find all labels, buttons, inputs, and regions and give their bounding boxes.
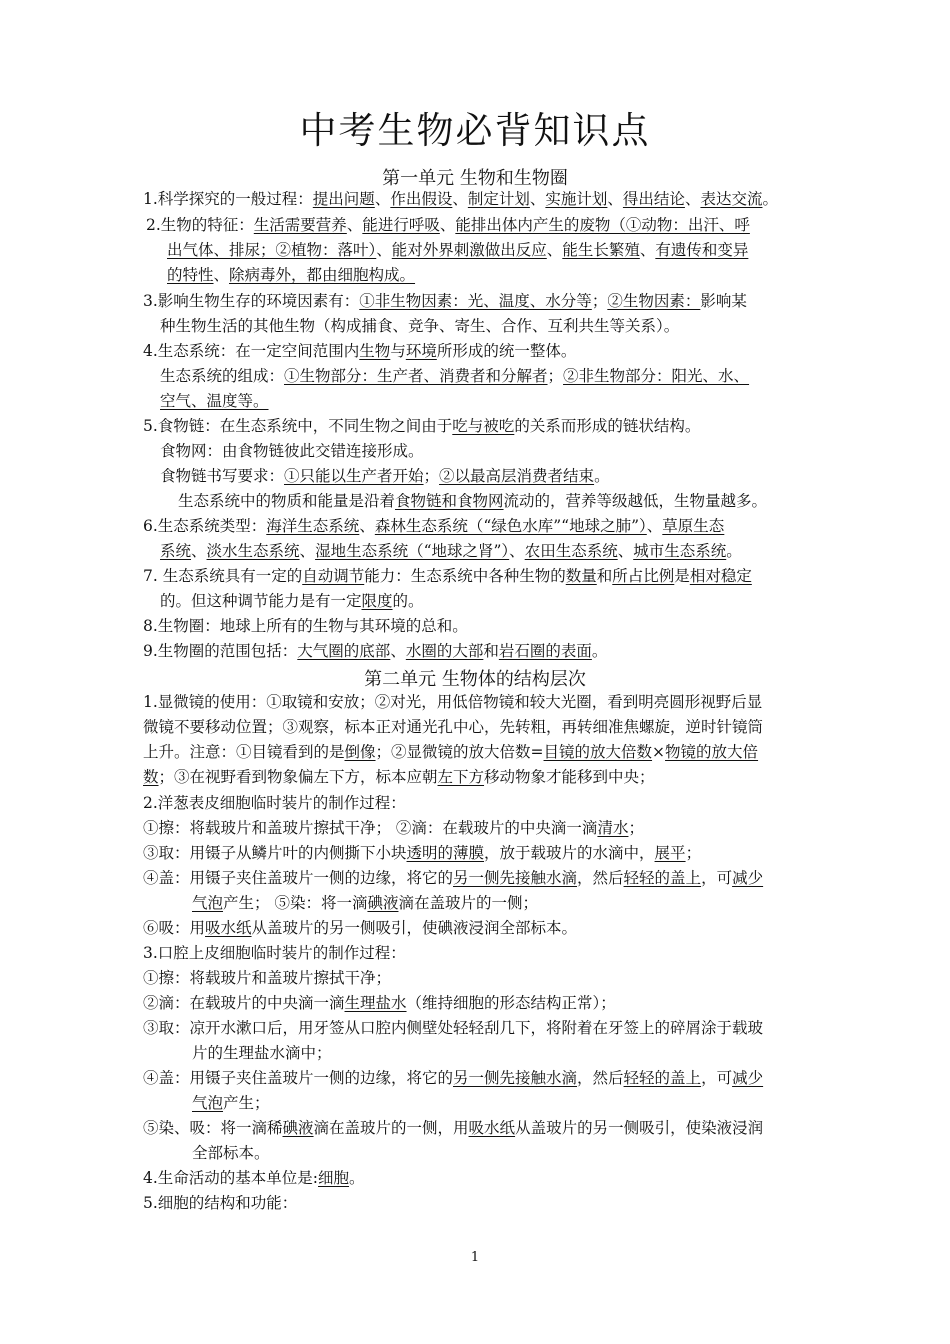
text-line <box>143 291 747 311</box>
text-segment: 、 <box>509 542 525 560</box>
text-line <box>160 316 679 336</box>
text-segment: 。 <box>726 542 742 560</box>
underlined-term: 出气体、排尿；②植物：落叶） <box>167 241 377 259</box>
text-segment: 3.口腔上皮细胞临时装片的制作过程： <box>143 944 406 962</box>
underlined-term: 水圈的大部 <box>405 642 484 660</box>
text-line <box>143 767 655 787</box>
page-title: 中考生物必背知识点 <box>299 109 651 152</box>
text-segment: 。 <box>591 642 608 660</box>
underlined-term: 能进行呼吸 <box>362 216 440 234</box>
underlined-term: 提出问题 <box>312 190 375 208</box>
text-segment: 8.生物圈：地球上所有的生物与其环境的总和。 <box>143 617 468 635</box>
underlined-term: 除病毒外，都由细胞构成。 <box>229 266 416 284</box>
text-line <box>143 943 406 963</box>
text-segment: ，然后 <box>577 869 624 887</box>
text-segment: 、 <box>376 241 392 259</box>
text-segment: 、 <box>374 190 391 208</box>
text-line <box>160 366 749 386</box>
text-segment: 、 <box>639 241 656 259</box>
text-line <box>160 541 742 561</box>
text-line <box>146 215 750 235</box>
unit-2-heading: 第二单元 生物体的结构层次 <box>364 669 586 690</box>
underlined-term: 物镜的放大倍 <box>665 743 759 761</box>
text-segment: 的。 <box>392 592 424 610</box>
text-segment: 、 <box>346 216 363 234</box>
underlined-term: 的特性 <box>167 266 214 284</box>
text-line <box>192 893 538 913</box>
underlined-term: 数 <box>143 768 159 786</box>
text-segment: 食物网：由食物链彼此交错连接形成。 <box>160 442 424 460</box>
text-line <box>143 1018 763 1038</box>
text-segment: ②滴：在载玻片的中央滴一滴 <box>143 994 345 1012</box>
underlined-term: 生物 <box>359 342 391 360</box>
text-line <box>192 1043 332 1063</box>
text-segment: 、 <box>617 542 634 560</box>
text-segment: 的关系而形成的链状结构。 <box>514 417 701 435</box>
text-segment: 、 <box>452 190 468 208</box>
underlined-term: 减少 <box>732 869 764 887</box>
text-segment: 全部标本。 <box>192 1144 270 1162</box>
text-line <box>143 918 577 938</box>
text-segment: 所形成的统一整体。 <box>436 342 577 360</box>
text-segment: 、 <box>607 190 623 208</box>
underlined-term: ①非生物因素：光、温度、水分等 <box>359 292 592 310</box>
text-segment: ；③在视野看到物象偏左下方，标本应朝 <box>158 768 438 786</box>
underlined-term: 森林生态系统（“绿色水库”“地球之肺”） <box>374 517 647 535</box>
text-segment: 4.生态系统：在一定空间范围内 <box>143 342 360 360</box>
text-line <box>160 591 424 611</box>
underlined-term: 得出结论 <box>622 190 685 208</box>
text-segment: ； <box>547 367 564 385</box>
underlined-term: 另一侧先接触水滴 <box>453 869 578 887</box>
text-line <box>160 391 269 411</box>
text-segment: ⑤染、吸：将一滴稀 <box>143 1119 283 1137</box>
text-line <box>192 1143 270 1163</box>
underlined-term: 气泡 <box>192 894 224 912</box>
text-segment: 生态系统的组成： <box>160 367 285 385</box>
text-segment: 6.生态系统类型： <box>143 517 267 535</box>
text-segment: 生态系统中的物质和能量是沿着 <box>178 492 396 510</box>
underlined-term: 展平 <box>654 844 686 862</box>
text-segment: 、 <box>299 542 316 560</box>
text-segment: 、 <box>191 542 207 560</box>
text-line <box>143 1118 763 1138</box>
underlined-term: 左下方 <box>437 768 485 786</box>
underlined-term: 制定计划 <box>467 190 530 208</box>
text-line <box>167 240 748 260</box>
underlined-term: 生活需要营养 <box>253 216 347 234</box>
text-segment: 1.显微镜的使用：①取镜和安放；②对光，用低倍物镜和较大光圈，看到明亮圆形视野后显 <box>143 693 763 711</box>
text-segment: 、 <box>439 216 456 234</box>
underlined-term: 作出假设 <box>390 190 453 208</box>
underlined-term: ②非生物部分：阳光、水、 <box>563 367 750 385</box>
text-line <box>143 416 700 436</box>
text-segment: 9.生物圈的范围包括： <box>143 642 298 660</box>
text-segment: 。 <box>349 1169 365 1187</box>
underlined-term: 岩石圈的表面 <box>498 642 592 660</box>
underlined-term: 另一侧先接触水滴 <box>453 1069 578 1087</box>
text-line <box>178 491 767 511</box>
underlined-term: 透明的薄膜 <box>406 844 485 862</box>
underlined-term: 数量 <box>565 567 597 585</box>
text-line <box>160 441 424 461</box>
underlined-term: 城市生态系统 <box>633 542 727 560</box>
text-line <box>143 843 701 863</box>
text-segment: 从盖玻片的另一侧吸引，使染液浸润 <box>515 1119 764 1137</box>
text-segment: 滴在盖玻片的一侧，用 <box>313 1119 469 1137</box>
text-segment: 1.科学探究的一般过程： <box>143 190 313 208</box>
text-segment: ； <box>591 292 608 310</box>
underlined-term: 碘液 <box>367 894 399 912</box>
text-line <box>143 793 406 813</box>
text-segment: 、 <box>646 517 663 535</box>
underlined-term: 目镜的放大倍数 <box>543 743 653 761</box>
text-line <box>143 968 391 988</box>
text-segment: 。 <box>762 190 778 208</box>
text-line <box>143 616 468 636</box>
text-segment: 、 <box>359 517 375 535</box>
underlined-term: 食物链和食物网 <box>395 492 504 510</box>
underlined-term: 吸水纸 <box>205 919 252 937</box>
text-segment: 是 <box>674 567 690 585</box>
text-line <box>143 868 763 888</box>
text-segment: 。 <box>594 467 610 485</box>
text-line <box>143 641 607 661</box>
text-segment: 3.影响生物生存的环境因素有： <box>143 292 360 310</box>
text-segment: （维持细胞的形态结构正常）； <box>406 994 616 1012</box>
text-segment: × <box>652 743 666 761</box>
underlined-term: 气泡 <box>192 1094 224 1112</box>
text-segment: ，放于载玻片的水滴中， <box>484 844 655 862</box>
underlined-term: 海洋生态系统 <box>266 517 360 535</box>
text-segment: ④盖：用镊子夹住盖玻片一侧的边缘，将它的 <box>143 1069 454 1087</box>
underlined-term: 草原生态 <box>662 517 725 535</box>
text-line <box>143 818 644 838</box>
text-segment: 4.生命活动的基本单位是: <box>143 1169 319 1187</box>
text-segment: 上升。注意：①目镜看到的是 <box>143 743 345 761</box>
text-line <box>143 341 576 361</box>
text-segment: 移动物象才能移到中央； <box>484 768 655 786</box>
text-segment: ③取：凉开水漱口后，用牙签从口腔内侧壁处轻轻刮几下，将附着在牙签上的碎屑涂于载玻 <box>143 1019 764 1037</box>
text-segment: 从盖玻片的另一侧吸引，使碘液浸润全部标本。 <box>251 919 578 937</box>
unit-1-heading: 第一单元 生物和生物圈 <box>382 168 568 189</box>
text-segment: ；②显微镜的放大倍数= <box>375 743 544 761</box>
text-segment: 种生物生活的其他生物（构成捕食、竞争、寄生、合作、互利共生等关系）。 <box>160 317 680 335</box>
text-segment: ； <box>628 819 644 837</box>
underlined-term: 清水 <box>597 819 629 837</box>
text-segment: 微镜不要移动位置；③观察，标本正对通光孔中心，先转粗，再转细准焦螺旋，逆时针镜筒 <box>143 718 764 736</box>
text-segment: 和 <box>483 642 499 660</box>
underlined-term: 表达交流 <box>700 190 763 208</box>
page-number: 1 <box>470 1250 480 1265</box>
text-segment: 2.生物的特征： <box>146 216 254 234</box>
text-segment: 影响某 <box>700 292 747 310</box>
underlined-term: 生理盐水 <box>344 994 407 1012</box>
text-segment: 产生； ⑤染：将一滴 <box>223 894 368 912</box>
text-segment: 、 <box>684 190 701 208</box>
text-line <box>143 1168 365 1188</box>
underlined-term: ②生物因素： <box>607 292 701 310</box>
underlined-term: 碘液 <box>282 1119 314 1137</box>
underlined-term: 实施计划 <box>545 190 608 208</box>
underlined-term: 能排出体内产生的废物（①动物：出汗、呼 <box>455 216 750 234</box>
text-line <box>143 1193 297 1213</box>
text-segment: ④盖：用镊子夹住盖玻片一侧的边缘，将它的 <box>143 869 454 887</box>
text-segment: 2.洋葱表皮细胞临时装片的制作过程： <box>143 794 406 812</box>
text-segment: ，可 <box>701 869 733 887</box>
underlined-term: 限度 <box>361 592 393 610</box>
text-segment: 片的生理盐水滴中； <box>192 1044 332 1062</box>
text-segment: 、 <box>213 266 230 284</box>
text-segment: ⑥吸：用 <box>143 919 206 937</box>
text-segment: 的。但这种调节能力是有一定 <box>160 592 362 610</box>
underlined-term: ①只能以生产者开始 <box>284 467 424 485</box>
text-line <box>167 265 415 285</box>
text-segment: ，然后 <box>577 1069 624 1087</box>
text-segment: 、 <box>390 642 406 660</box>
underlined-term: ②以最高层消费者结束 <box>439 467 595 485</box>
underlined-term: 倒像 <box>344 743 376 761</box>
underlined-term: 环境 <box>405 342 437 360</box>
underlined-term: 淡水生态系统 <box>206 542 300 560</box>
text-segment: 流动的，营养等级越低，生物量越多。 <box>503 492 768 510</box>
text-segment: ； <box>685 844 702 862</box>
underlined-term: 吃与被吃 <box>452 417 515 435</box>
text-segment: 和 <box>596 567 613 585</box>
text-line <box>143 1068 763 1088</box>
underlined-term: 吸水纸 <box>468 1119 516 1137</box>
text-segment: 产生； <box>223 1094 270 1112</box>
underlined-term: 能生长繁殖 <box>562 241 640 259</box>
underlined-term: 大气圈的底部 <box>297 642 391 660</box>
text-segment: ①擦：将载玻片和盖玻片擦拭干净； ②滴：在载玻片的中央滴一滴 <box>143 819 598 837</box>
underlined-term: 轻轻的盖上 <box>623 869 702 887</box>
text-line <box>143 189 778 209</box>
text-segment: 滴在盖玻片的一侧； <box>398 894 538 912</box>
underlined-term: 湿地生态系统（“地球之肾”） <box>315 542 510 560</box>
text-line <box>143 742 758 762</box>
underlined-term: 空气、温度等。 <box>160 392 269 410</box>
text-line <box>143 566 752 586</box>
text-segment: ，可 <box>701 1069 733 1087</box>
underlined-term: 有遗传和变异 <box>655 241 749 259</box>
text-line <box>143 516 724 536</box>
underlined-term: 轻轻的盖上 <box>623 1069 702 1087</box>
text-line <box>192 1093 270 1113</box>
underlined-term: 系统 <box>160 542 192 560</box>
underlined-term: 相对稳定 <box>689 567 752 585</box>
text-segment: 5.食物链：在生态系统中，不同生物之间由于 <box>143 417 453 435</box>
text-segment: 能力：生态系统中各种生物的 <box>364 567 566 585</box>
text-segment: 、 <box>529 190 546 208</box>
text-line <box>160 466 610 486</box>
text-line <box>143 717 763 737</box>
underlined-term: ①生物部分：生产者、消费者和分解者 <box>284 367 548 385</box>
text-segment: 、 <box>546 241 563 259</box>
text-segment: ； <box>423 467 440 485</box>
underlined-term: 自动调节 <box>302 567 365 585</box>
text-segment: 食物链书写要求： <box>160 467 285 485</box>
text-segment: 5.细胞的结构和功能： <box>143 1194 298 1212</box>
text-segment: 与 <box>390 342 406 360</box>
text-line <box>143 692 762 712</box>
text-segment: 7. 生态系统具有一定的 <box>143 567 303 585</box>
text-line <box>143 993 616 1013</box>
text-segment: ①擦：将载玻片和盖玻片擦拭干净； <box>143 969 392 987</box>
underlined-term: 能对外界刺激做出反应 <box>391 241 547 259</box>
underlined-term: 细胞 <box>318 1169 350 1187</box>
text-segment: ③取：用镊子从鳞片叶的内侧撕下小块 <box>143 844 407 862</box>
underlined-term: 所占比例 <box>612 567 675 585</box>
underlined-term: 减少 <box>732 1069 764 1087</box>
underlined-term: 农田生态系统 <box>524 542 618 560</box>
